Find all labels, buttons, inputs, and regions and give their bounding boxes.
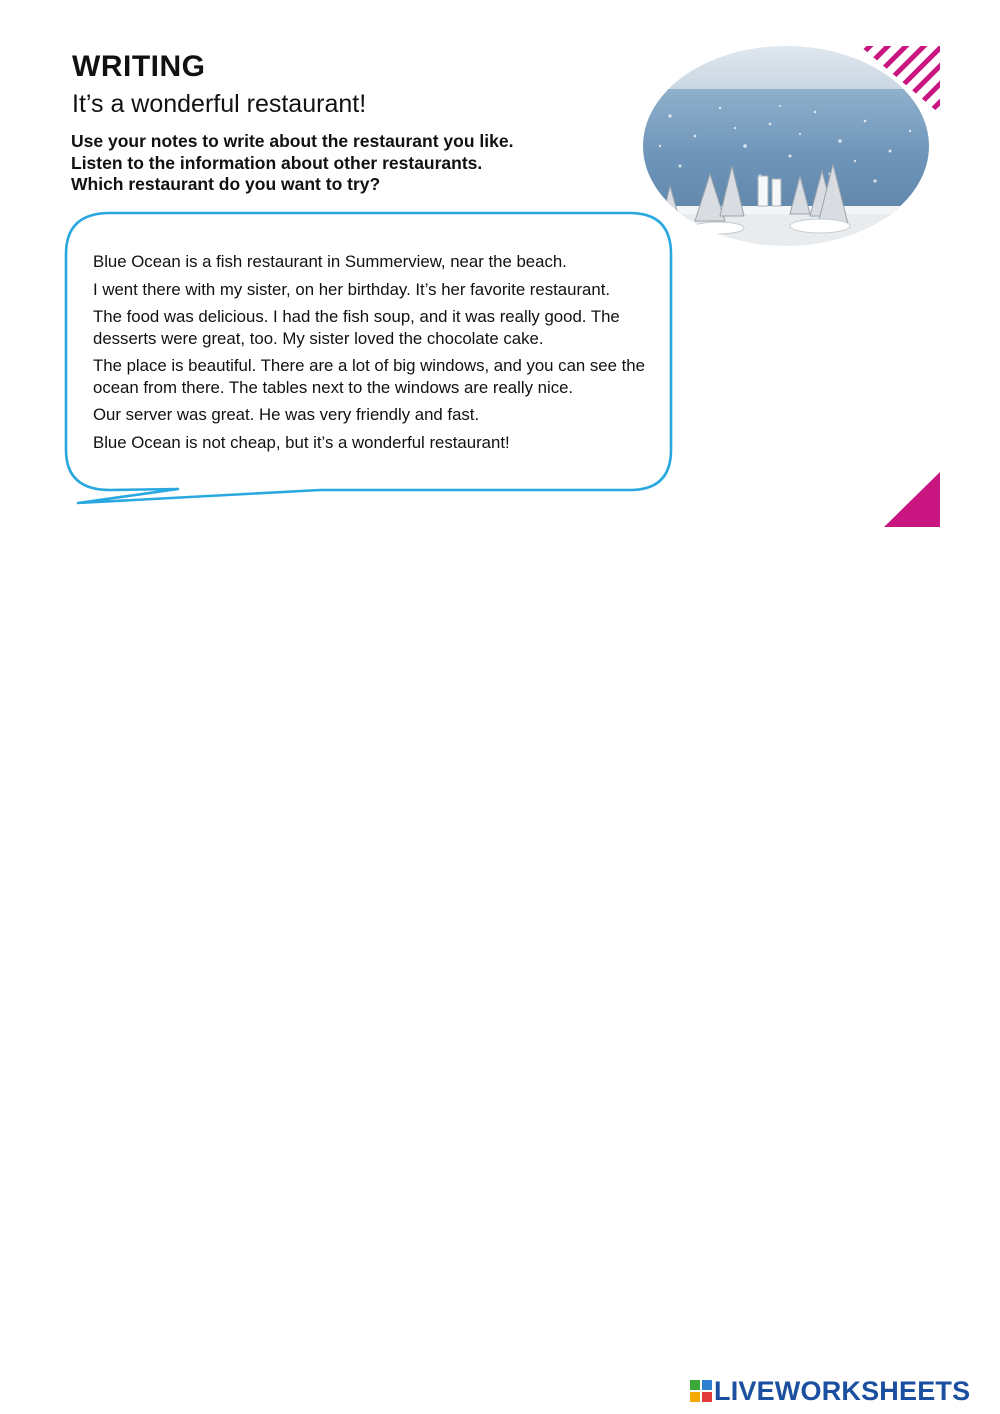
magenta-triangle-decoration xyxy=(882,470,942,530)
review-paragraph: The food was delicious. I had the fish soup, and it was really good. The desserts were great, too. My sister loved the chocolate cake. xyxy=(93,307,620,348)
liveworksheets-logo-icon xyxy=(690,1380,712,1402)
review-paragraph: Our server was great. He was very friendly and fast. xyxy=(93,405,480,424)
review-paragraph: Blue Ocean is not cheap, but it’s a wonderful restaurant! xyxy=(93,432,510,452)
review-paragraph: I went there with my sister, on her birthday. It’s her favorite restaurant. xyxy=(93,279,611,299)
instruction-line: Listen to the information about other restaurants. xyxy=(71,152,483,173)
instruction-line: Which restaurant do you want to try? xyxy=(71,174,381,194)
review-paragraph: The place is beautiful. There are a lot of big windows, and you can see the ocean from there. The tables next to the windows are really nice. xyxy=(93,356,645,397)
worksheet-subheading: It’s a wonderful restaurant! xyxy=(72,90,367,118)
liveworksheets-brand[interactable] xyxy=(690,1374,970,1408)
review-text xyxy=(93,251,668,459)
worksheet-heading: WRITING xyxy=(72,50,206,83)
brand-name: LIVEWORKSHEETS xyxy=(714,1375,971,1406)
instruction-line: Use your notes to write about the restaurant you like. xyxy=(71,131,514,151)
magenta-stripes-decoration xyxy=(850,46,942,116)
review-paragraph: Blue Ocean is a fish restaurant in Summerview, near the beach. xyxy=(93,252,567,271)
